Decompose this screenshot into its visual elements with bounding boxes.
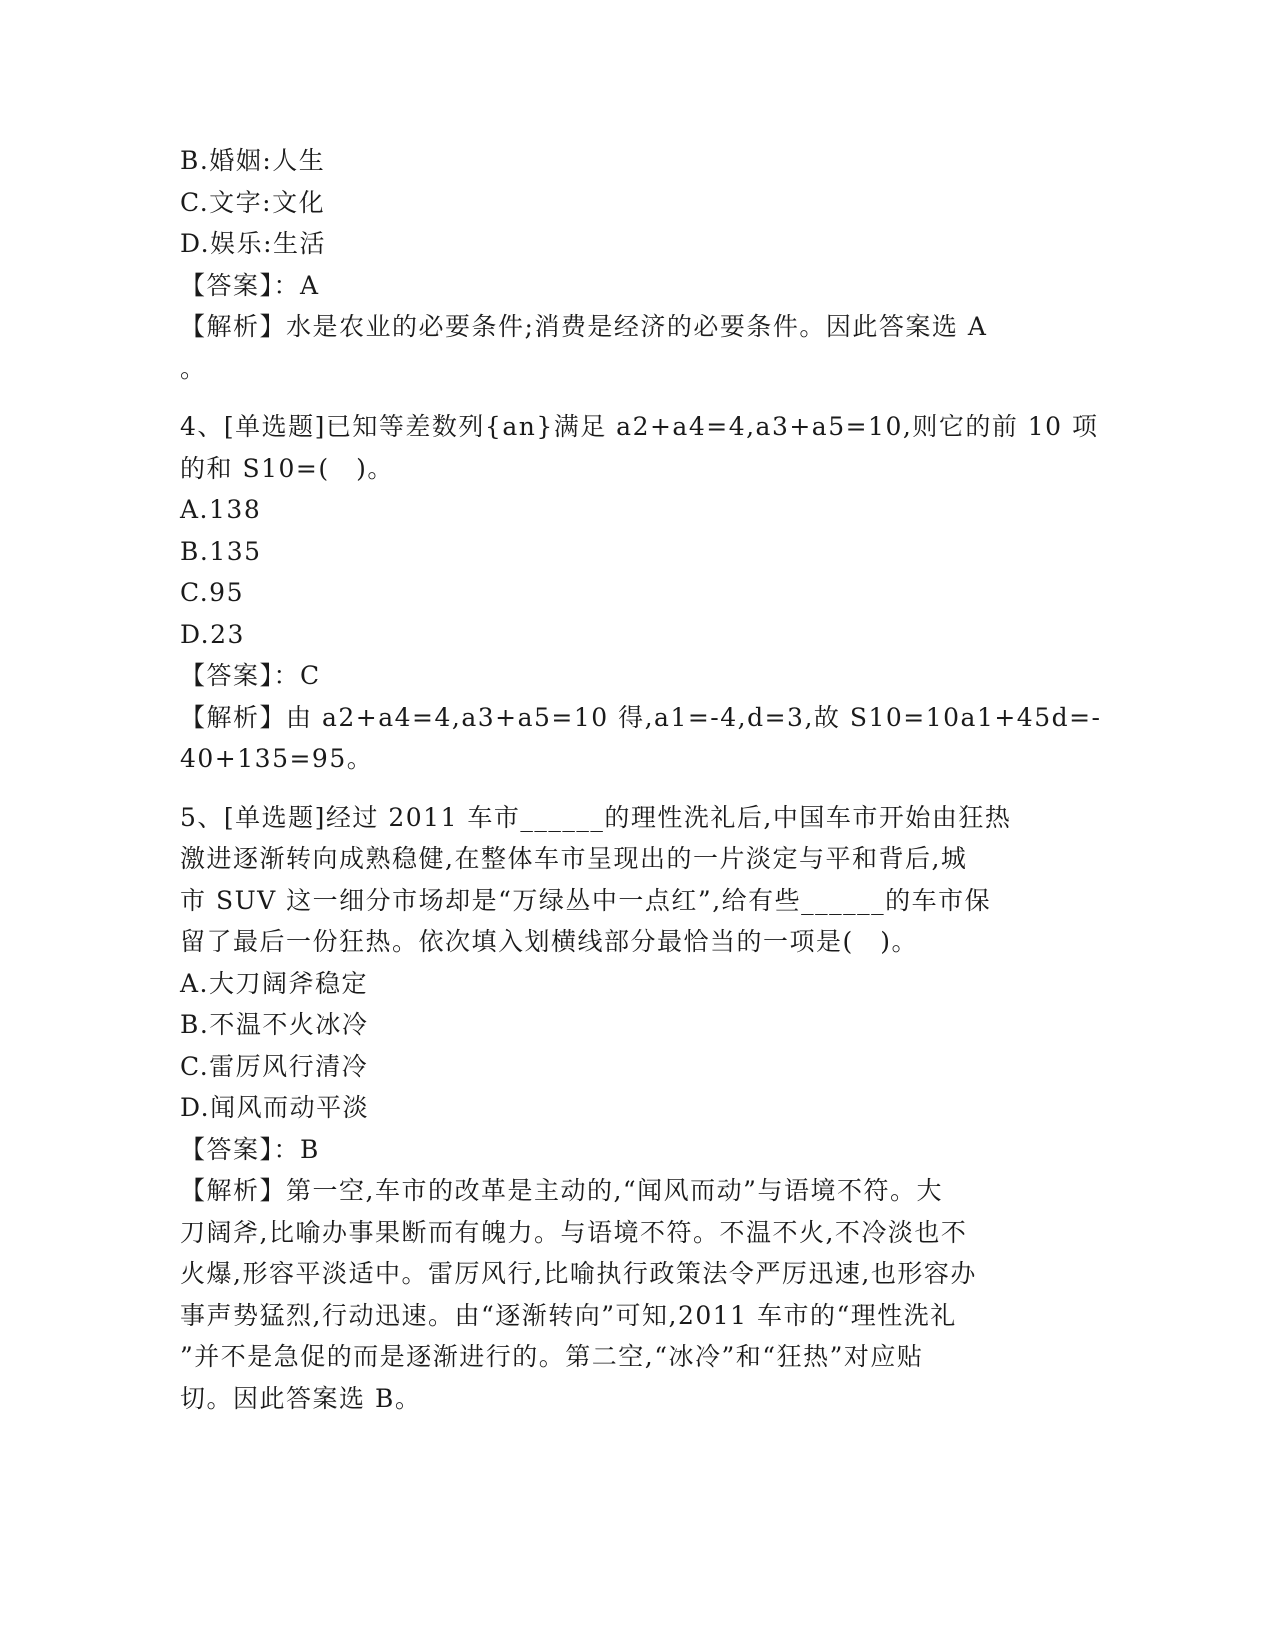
option-b: B.135 (180, 536, 262, 566)
question-stem-line: 留了最后一份狂热。依次填入划横线部分最恰当的一项是( )。 (180, 927, 919, 956)
analysis-line: 40+135=95。 (180, 744, 374, 773)
answer-line: 【答案】：A (180, 270, 320, 300)
option-c: C.文字:文化 (180, 187, 326, 217)
answer-line: 【答案】：B (180, 1134, 320, 1164)
question-stem-line: 市 SUV 这一细分市场却是“万绿丛中一点红”,给有些______的车市保 (180, 885, 992, 915)
option-c: C.雷厉风行清冷 (180, 1051, 369, 1081)
analysis-line: ”并不是急促的而是逐渐进行的。第二空,“冰冷”和“狂热”对应贴 (180, 1342, 924, 1371)
option-a: A.138 (180, 495, 262, 524)
analysis-line: 刀阔斧,比喻办事果断而有魄力。与语境不符。不温不火,不冷淡也不 (180, 1217, 968, 1247)
question-stem-line: 激进逐渐转向成熟稳健,在整体车市呈现出的一片淡定与平和背后,城 (180, 844, 968, 873)
option-a: A.大刀阔斧稳定 (180, 968, 369, 998)
analysis-line: 【解析】由 a2+a4=4,a3+a5=10 得,a1=-4,d=3,故 S10=10a1+45d=- (180, 702, 1102, 732)
option-c: C.95 (180, 578, 244, 607)
analysis-line: 切。因此答案选 B。 (180, 1383, 422, 1413)
option-d: D.娱乐:生活 (180, 229, 327, 258)
document-page (180, 140, 1102, 1419)
analysis-line: 。 (180, 353, 207, 383)
analysis-line: 【解析】第一空,车市的改革是主动的,“闻风而动”与语境不符。大 (180, 1176, 943, 1205)
analysis-line: 【解析】水是农业的必要条件;消费是经济的必要条件。因此答案选 A (180, 312, 988, 341)
question-4-block (180, 406, 1102, 780)
analysis-line: 火爆,形容平淡适中。雷厉风行,比喻执行政策法令严厉迅速,也形容办 (180, 1259, 977, 1288)
question-stem-line: 4、[单选题]已知等差数列{an}满足 a2+a4=4,a3+a5=10,则它的前 10 项 (180, 412, 1099, 441)
answer-line: 【答案】：C (180, 661, 321, 690)
question-stem-line: 的和 S10=( )。 (180, 453, 394, 483)
option-b: B.婚姻:人生 (180, 146, 326, 175)
option-d: D.闻风而动平淡 (180, 1093, 370, 1122)
question-3-block (180, 140, 1040, 389)
option-d: D.23 (180, 619, 245, 649)
option-b: B.不温不火冰冷 (180, 1010, 369, 1039)
analysis-line: 事声势猛烈,行动迅速。由“逐渐转向”可知,2011 车市的“理性洗礼 (180, 1300, 957, 1330)
question-stem-line: 5、[单选题]经过 2011 车市______的理性洗礼后,中国车市开始由狂热 (180, 802, 1012, 832)
question-5-block (180, 797, 1040, 1420)
